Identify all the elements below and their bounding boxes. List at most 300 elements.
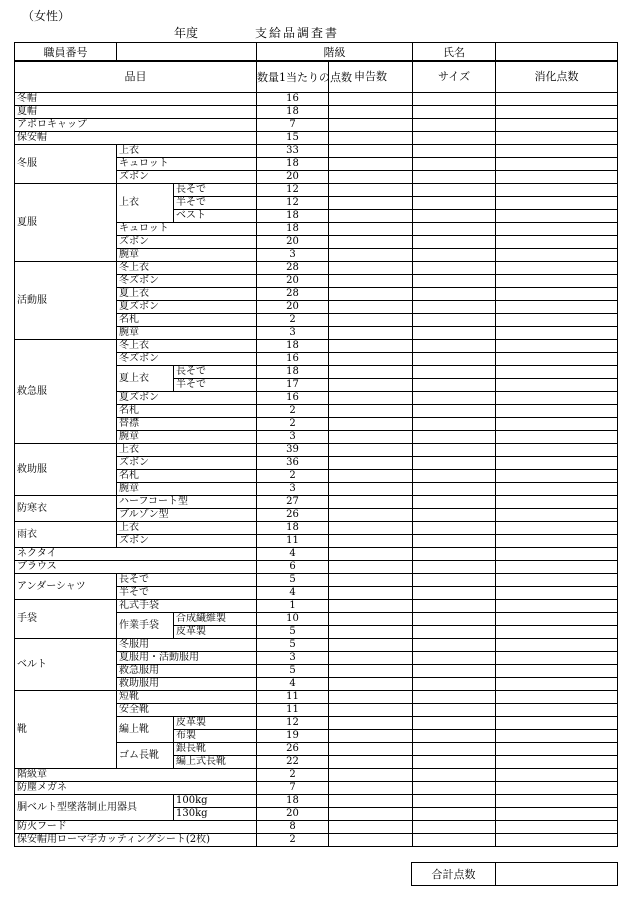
size-cell[interactable] bbox=[413, 535, 496, 548]
item-name: 長そで bbox=[174, 184, 257, 197]
consumed-cell[interactable] bbox=[496, 106, 618, 119]
declared-cell[interactable] bbox=[329, 613, 413, 626]
declared-cell[interactable] bbox=[329, 132, 413, 145]
consumed-cell[interactable] bbox=[496, 795, 618, 808]
size-cell[interactable] bbox=[413, 457, 496, 470]
table-row bbox=[15, 691, 618, 704]
consumed-cell[interactable] bbox=[496, 184, 618, 197]
table-row bbox=[15, 769, 618, 782]
declared-cell[interactable] bbox=[329, 626, 413, 639]
points-cell: 17 bbox=[257, 379, 329, 392]
consumed-cell[interactable] bbox=[496, 600, 618, 613]
size-cell[interactable] bbox=[413, 626, 496, 639]
consumed-cell[interactable] bbox=[496, 210, 618, 223]
item-subgroup: 夏上衣 bbox=[117, 366, 174, 392]
consumed-cell[interactable] bbox=[496, 418, 618, 431]
item-name: 保安帽用ローマ字カッティングシート(2枚) bbox=[15, 834, 257, 847]
item-name: アポロキャップ bbox=[15, 119, 257, 132]
declared-cell[interactable] bbox=[329, 405, 413, 418]
points-cell: 18 bbox=[257, 340, 329, 353]
declared-cell[interactable] bbox=[329, 834, 413, 847]
declared-cell[interactable] bbox=[329, 262, 413, 275]
consumed-cell[interactable] bbox=[496, 808, 618, 821]
declared-cell[interactable] bbox=[329, 496, 413, 509]
points-cell: 5 bbox=[257, 665, 329, 678]
points-cell: 7 bbox=[257, 119, 329, 132]
points-cell: 7 bbox=[257, 782, 329, 795]
size-cell[interactable] bbox=[413, 496, 496, 509]
size-cell[interactable] bbox=[413, 756, 496, 769]
size-cell[interactable] bbox=[413, 561, 496, 574]
points-cell: 18 bbox=[257, 158, 329, 171]
consumed-cell[interactable] bbox=[496, 769, 618, 782]
declared-cell[interactable] bbox=[329, 535, 413, 548]
declared-cell[interactable] bbox=[329, 314, 413, 327]
item-group: 救助服 bbox=[15, 444, 117, 496]
consumed-cell[interactable] bbox=[496, 704, 618, 717]
points-cell: 16 bbox=[257, 353, 329, 366]
table-row bbox=[15, 548, 618, 561]
item-group: アンダーシャツ bbox=[15, 574, 117, 600]
points-cell: 2 bbox=[257, 405, 329, 418]
size-cell[interactable] bbox=[413, 275, 496, 288]
points-cell: 18 bbox=[257, 795, 329, 808]
declared-cell[interactable] bbox=[329, 379, 413, 392]
size-cell[interactable] bbox=[413, 405, 496, 418]
declared-cell[interactable] bbox=[329, 756, 413, 769]
size-cell[interactable] bbox=[413, 587, 496, 600]
consumed-column-header: 消化点数 bbox=[496, 62, 618, 93]
declared-cell[interactable] bbox=[329, 782, 413, 795]
points-cell: 3 bbox=[257, 652, 329, 665]
declared-cell[interactable] bbox=[329, 340, 413, 353]
declared-cell[interactable] bbox=[329, 821, 413, 834]
declared-cell[interactable] bbox=[329, 327, 413, 340]
item-name: ブラウス bbox=[15, 561, 257, 574]
consumed-cell[interactable] bbox=[496, 574, 618, 587]
item-name: ズボン bbox=[117, 236, 257, 249]
points-cell: 11 bbox=[257, 704, 329, 717]
declared-cell[interactable] bbox=[329, 93, 413, 106]
item-name: 救助服用 bbox=[117, 678, 257, 691]
consumed-cell[interactable] bbox=[496, 431, 618, 444]
points-cell: 6 bbox=[257, 561, 329, 574]
consumed-cell[interactable] bbox=[496, 197, 618, 210]
item-subgroup: 作業手袋 bbox=[117, 613, 174, 639]
declared-cell[interactable] bbox=[329, 288, 413, 301]
item-name: 腕章 bbox=[117, 431, 257, 444]
size-cell[interactable] bbox=[413, 366, 496, 379]
name-field[interactable] bbox=[496, 43, 618, 61]
consumed-cell[interactable] bbox=[496, 119, 618, 132]
item-name: 安全靴 bbox=[117, 704, 257, 717]
points-cell: 26 bbox=[257, 509, 329, 522]
declared-cell[interactable] bbox=[329, 275, 413, 288]
consumed-cell[interactable] bbox=[496, 522, 618, 535]
item-name: 130kg bbox=[174, 808, 257, 821]
declared-cell[interactable] bbox=[329, 587, 413, 600]
consumed-cell[interactable] bbox=[496, 392, 618, 405]
points-cell: 16 bbox=[257, 392, 329, 405]
declared-cell[interactable] bbox=[329, 457, 413, 470]
consumed-cell[interactable] bbox=[496, 496, 618, 509]
size-cell[interactable] bbox=[413, 665, 496, 678]
consumed-cell[interactable] bbox=[496, 301, 618, 314]
declared-cell[interactable] bbox=[329, 639, 413, 652]
item-group: 胴ベルト型墜落制止用器具 bbox=[15, 795, 174, 821]
points-cell: 3 bbox=[257, 483, 329, 496]
size-cell[interactable] bbox=[413, 340, 496, 353]
points-cell: 20 bbox=[257, 301, 329, 314]
declared-cell[interactable] bbox=[329, 678, 413, 691]
item-name: 長そで bbox=[174, 366, 257, 379]
item-name: 礼式手袋 bbox=[117, 600, 257, 613]
size-cell[interactable] bbox=[413, 795, 496, 808]
points-cell: 15 bbox=[257, 132, 329, 145]
consumed-cell[interactable] bbox=[496, 275, 618, 288]
consumed-cell[interactable] bbox=[496, 249, 618, 262]
size-cell[interactable] bbox=[413, 769, 496, 782]
size-cell[interactable] bbox=[413, 379, 496, 392]
size-cell[interactable] bbox=[413, 249, 496, 262]
document-title: 支給品調査書 bbox=[255, 26, 340, 40]
consumed-cell[interactable] bbox=[496, 379, 618, 392]
consumed-cell[interactable] bbox=[496, 756, 618, 769]
declared-cell[interactable] bbox=[329, 145, 413, 158]
gender-label: （女性） bbox=[22, 9, 71, 23]
points-cell: 5 bbox=[257, 639, 329, 652]
size-cell[interactable] bbox=[413, 223, 496, 236]
table-row bbox=[15, 106, 618, 119]
declared-cell[interactable] bbox=[329, 522, 413, 535]
consumed-cell[interactable] bbox=[496, 834, 618, 847]
declared-cell[interactable] bbox=[329, 717, 413, 730]
item-name: 夏帽 bbox=[15, 106, 257, 119]
item-name: ズボン bbox=[117, 535, 257, 548]
consumed-cell[interactable] bbox=[496, 158, 618, 171]
item-name: 短靴 bbox=[117, 691, 257, 704]
points-cell: 18 bbox=[257, 106, 329, 119]
points-cell: 39 bbox=[257, 444, 329, 457]
table-row bbox=[15, 561, 618, 574]
consumed-cell[interactable] bbox=[496, 730, 618, 743]
consumed-cell[interactable] bbox=[496, 691, 618, 704]
declared-cell[interactable] bbox=[329, 171, 413, 184]
consumed-cell[interactable] bbox=[496, 171, 618, 184]
item-column-header: 品目 bbox=[15, 62, 257, 93]
consumed-cell[interactable] bbox=[496, 353, 618, 366]
points-cell: 16 bbox=[257, 93, 329, 106]
size-cell[interactable] bbox=[413, 782, 496, 795]
item-survey-table bbox=[14, 61, 618, 847]
table-row bbox=[15, 262, 618, 275]
size-cell[interactable] bbox=[413, 119, 496, 132]
consumed-cell[interactable] bbox=[496, 587, 618, 600]
item-group: ベルト bbox=[15, 639, 117, 691]
declared-cell[interactable] bbox=[329, 301, 413, 314]
size-cell[interactable] bbox=[413, 262, 496, 275]
declared-cell[interactable] bbox=[329, 548, 413, 561]
size-cell[interactable] bbox=[413, 691, 496, 704]
item-name: ベスト bbox=[174, 210, 257, 223]
table-row bbox=[15, 639, 618, 652]
item-name: 上衣 bbox=[117, 444, 257, 457]
declared-cell[interactable] bbox=[329, 600, 413, 613]
item-group: 活動服 bbox=[15, 262, 117, 340]
declared-cell[interactable] bbox=[329, 483, 413, 496]
item-name: 名札 bbox=[117, 470, 257, 483]
size-cell[interactable] bbox=[413, 834, 496, 847]
consumed-cell[interactable] bbox=[496, 444, 618, 457]
name-label: 氏名 bbox=[413, 43, 496, 61]
size-cell[interactable] bbox=[413, 184, 496, 197]
total-points-field[interactable] bbox=[496, 863, 618, 886]
table-row bbox=[15, 132, 618, 145]
size-cell[interactable] bbox=[413, 132, 496, 145]
points-cell: 5 bbox=[257, 626, 329, 639]
consumed-cell[interactable] bbox=[496, 717, 618, 730]
consumed-cell[interactable] bbox=[496, 288, 618, 301]
declared-cell[interactable] bbox=[329, 652, 413, 665]
item-name: 夏ズボン bbox=[117, 392, 257, 405]
size-cell[interactable] bbox=[413, 509, 496, 522]
consumed-cell[interactable] bbox=[496, 223, 618, 236]
consumed-cell[interactable] bbox=[496, 314, 618, 327]
declared-cell[interactable] bbox=[329, 691, 413, 704]
item-name: 銀長靴 bbox=[174, 743, 257, 756]
employee-no-label: 職員番号 bbox=[15, 43, 117, 61]
declared-cell[interactable] bbox=[329, 795, 413, 808]
item-name: 保安帽 bbox=[15, 132, 257, 145]
points-cell: 20 bbox=[257, 236, 329, 249]
item-name: 冬ズボン bbox=[117, 275, 257, 288]
size-cell[interactable] bbox=[413, 704, 496, 717]
points-cell: 28 bbox=[257, 288, 329, 301]
points-cell: 2 bbox=[257, 470, 329, 483]
declared-cell[interactable] bbox=[329, 743, 413, 756]
declared-cell[interactable] bbox=[329, 366, 413, 379]
declared-cell[interactable] bbox=[329, 574, 413, 587]
item-name: 布製 bbox=[174, 730, 257, 743]
consumed-cell[interactable] bbox=[496, 665, 618, 678]
size-cell[interactable] bbox=[413, 678, 496, 691]
item-name: 替襟 bbox=[117, 418, 257, 431]
item-name: キュロット bbox=[117, 223, 257, 236]
size-cell[interactable] bbox=[413, 392, 496, 405]
points-cell: 20 bbox=[257, 171, 329, 184]
points-cell: 18 bbox=[257, 223, 329, 236]
size-cell[interactable] bbox=[413, 639, 496, 652]
points-cell: 22 bbox=[257, 756, 329, 769]
points-cell: 12 bbox=[257, 184, 329, 197]
size-cell[interactable] bbox=[413, 600, 496, 613]
item-name: 腕章 bbox=[117, 483, 257, 496]
size-cell[interactable] bbox=[413, 470, 496, 483]
item-name: 冬服用 bbox=[117, 639, 257, 652]
declared-cell[interactable] bbox=[329, 561, 413, 574]
size-cell[interactable] bbox=[413, 418, 496, 431]
item-name: 冬帽 bbox=[15, 93, 257, 106]
consumed-cell[interactable] bbox=[496, 327, 618, 340]
size-cell[interactable] bbox=[413, 197, 496, 210]
declared-cell[interactable] bbox=[329, 470, 413, 483]
points-cell: 18 bbox=[257, 210, 329, 223]
points-cell: 28 bbox=[257, 262, 329, 275]
consumed-cell[interactable] bbox=[496, 340, 618, 353]
item-name: ブルゾン型 bbox=[117, 509, 257, 522]
item-name: 皮革製 bbox=[174, 626, 257, 639]
consumed-cell[interactable] bbox=[496, 613, 618, 626]
consumed-cell[interactable] bbox=[496, 652, 618, 665]
consumed-cell[interactable] bbox=[496, 470, 618, 483]
declared-cell[interactable] bbox=[329, 418, 413, 431]
item-name: 救急服用 bbox=[117, 665, 257, 678]
points-cell: 12 bbox=[257, 197, 329, 210]
consumed-cell[interactable] bbox=[496, 405, 618, 418]
table-row bbox=[15, 119, 618, 132]
points-cell: 2 bbox=[257, 314, 329, 327]
declared-column-header: 申告数 bbox=[329, 62, 413, 93]
size-cell[interactable] bbox=[413, 93, 496, 106]
size-column-header: サイズ bbox=[413, 62, 496, 93]
table-row bbox=[15, 795, 618, 808]
declared-cell[interactable] bbox=[329, 353, 413, 366]
table-row bbox=[15, 184, 618, 197]
declared-cell[interactable] bbox=[329, 106, 413, 119]
size-cell[interactable] bbox=[413, 171, 496, 184]
consumed-cell[interactable] bbox=[496, 561, 618, 574]
declared-cell[interactable] bbox=[329, 249, 413, 262]
table-row bbox=[15, 93, 618, 106]
consumed-cell[interactable] bbox=[496, 236, 618, 249]
consumed-cell[interactable] bbox=[496, 821, 618, 834]
size-cell[interactable] bbox=[413, 327, 496, 340]
declared-cell[interactable] bbox=[329, 223, 413, 236]
year-label: 年度 bbox=[174, 26, 199, 40]
points-cell: 11 bbox=[257, 691, 329, 704]
declared-cell[interactable] bbox=[329, 119, 413, 132]
declared-cell[interactable] bbox=[329, 769, 413, 782]
declared-cell[interactable] bbox=[329, 184, 413, 197]
declared-cell[interactable] bbox=[329, 431, 413, 444]
declared-cell[interactable] bbox=[329, 730, 413, 743]
consumed-cell[interactable] bbox=[496, 366, 618, 379]
points-cell: 20 bbox=[257, 275, 329, 288]
consumed-cell[interactable] bbox=[496, 639, 618, 652]
declared-cell[interactable] bbox=[329, 158, 413, 171]
employee-no-field[interactable] bbox=[117, 43, 257, 61]
declared-cell[interactable] bbox=[329, 236, 413, 249]
size-cell[interactable] bbox=[413, 210, 496, 223]
declared-cell[interactable] bbox=[329, 197, 413, 210]
declared-cell[interactable] bbox=[329, 509, 413, 522]
rank-label: 階級 bbox=[257, 43, 413, 61]
points-cell: 4 bbox=[257, 587, 329, 600]
consumed-cell[interactable] bbox=[496, 626, 618, 639]
item-name: 名札 bbox=[117, 314, 257, 327]
size-cell[interactable] bbox=[413, 743, 496, 756]
total-table bbox=[411, 862, 618, 886]
consumed-cell[interactable] bbox=[496, 509, 618, 522]
consumed-cell[interactable] bbox=[496, 483, 618, 496]
size-cell[interactable] bbox=[413, 145, 496, 158]
consumed-cell[interactable] bbox=[496, 743, 618, 756]
item-name: ハーフコート型 bbox=[117, 496, 257, 509]
consumed-cell[interactable] bbox=[496, 93, 618, 106]
declared-cell[interactable] bbox=[329, 704, 413, 717]
item-group: 手袋 bbox=[15, 600, 117, 639]
declared-cell[interactable] bbox=[329, 808, 413, 821]
consumed-cell[interactable] bbox=[496, 262, 618, 275]
declared-cell[interactable] bbox=[329, 392, 413, 405]
item-name: 腕章 bbox=[117, 249, 257, 262]
item-name: ズボン bbox=[117, 457, 257, 470]
size-cell[interactable] bbox=[413, 613, 496, 626]
points-cell: 27 bbox=[257, 496, 329, 509]
size-cell[interactable] bbox=[413, 821, 496, 834]
size-cell[interactable] bbox=[413, 288, 496, 301]
consumed-cell[interactable] bbox=[496, 548, 618, 561]
size-cell[interactable] bbox=[413, 808, 496, 821]
size-cell[interactable] bbox=[413, 730, 496, 743]
item-name: ネクタイ bbox=[15, 548, 257, 561]
size-cell[interactable] bbox=[413, 574, 496, 587]
item-group: 防寒衣 bbox=[15, 496, 117, 522]
size-cell[interactable] bbox=[413, 431, 496, 444]
item-name: 冬上衣 bbox=[117, 262, 257, 275]
points-cell: 11 bbox=[257, 535, 329, 548]
consumed-cell[interactable] bbox=[496, 145, 618, 158]
table-row bbox=[15, 600, 618, 613]
size-cell[interactable] bbox=[413, 444, 496, 457]
consumed-cell[interactable] bbox=[496, 132, 618, 145]
consumed-cell[interactable] bbox=[496, 457, 618, 470]
size-cell[interactable] bbox=[413, 483, 496, 496]
points-cell: 26 bbox=[257, 743, 329, 756]
table-row bbox=[15, 444, 618, 457]
points-cell: 20 bbox=[257, 808, 329, 821]
size-cell[interactable] bbox=[413, 353, 496, 366]
size-cell[interactable] bbox=[413, 548, 496, 561]
points-cell: 18 bbox=[257, 366, 329, 379]
consumed-cell[interactable] bbox=[496, 535, 618, 548]
declared-cell[interactable] bbox=[329, 665, 413, 678]
item-group: 靴 bbox=[15, 691, 117, 769]
size-cell[interactable] bbox=[413, 158, 496, 171]
size-cell[interactable] bbox=[413, 522, 496, 535]
size-cell[interactable] bbox=[413, 652, 496, 665]
employee-info-table bbox=[14, 42, 618, 61]
item-name: 長そで bbox=[117, 574, 257, 587]
item-subgroup: ゴム長靴 bbox=[117, 743, 174, 769]
consumed-cell[interactable] bbox=[496, 782, 618, 795]
size-cell[interactable] bbox=[413, 106, 496, 119]
points-cell: 4 bbox=[257, 548, 329, 561]
points-cell: 12 bbox=[257, 717, 329, 730]
item-name: 100kg bbox=[174, 795, 257, 808]
table-row bbox=[15, 782, 618, 795]
declared-cell[interactable] bbox=[329, 444, 413, 457]
points-cell: 1 bbox=[257, 600, 329, 613]
declared-cell[interactable] bbox=[329, 210, 413, 223]
size-cell[interactable] bbox=[413, 314, 496, 327]
item-name: ズボン bbox=[117, 171, 257, 184]
consumed-cell[interactable] bbox=[496, 678, 618, 691]
size-cell[interactable] bbox=[413, 717, 496, 730]
total-label: 合計点数 bbox=[412, 863, 496, 886]
size-cell[interactable] bbox=[413, 301, 496, 314]
size-cell[interactable] bbox=[413, 236, 496, 249]
